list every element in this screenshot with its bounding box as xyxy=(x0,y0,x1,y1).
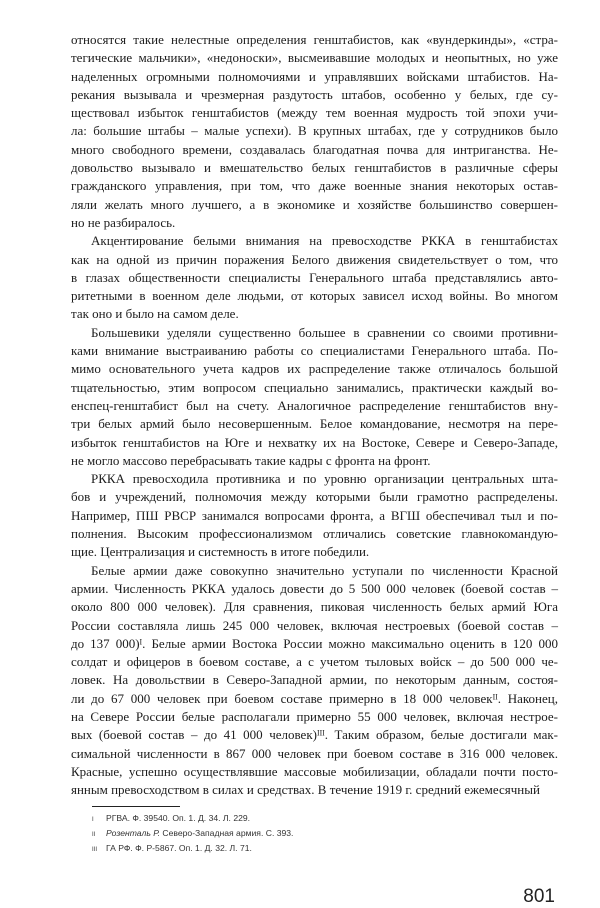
text-line: не могло массово перебрасывать такие кадры с фронта на фронт. xyxy=(71,452,431,468)
text-line: ли до 67 000 человек при боевом составе примерно в 18 000 человекᴵᴵ. Наконец, xyxy=(71,690,558,706)
text-line: три белых армий было несовершенным. Белое командование, несмотря на пере- xyxy=(71,416,558,432)
text-line: но не разбиралось. xyxy=(71,214,176,230)
paragraph xyxy=(71,31,558,232)
footnote xyxy=(92,842,558,857)
footnote-mark: III xyxy=(92,846,98,853)
text-line: России составляла лишь 245 000 человек, включая нестроевых (боевой состав – xyxy=(71,617,558,633)
text-line: тегические мальчики», «недоноски», высмеивавшие молодых и неопытных, но уже xyxy=(71,50,558,66)
text-line: довольство вызывало и вмешательство белых генштабистов в различные сферы xyxy=(71,160,558,176)
text-line: ляли желать много лучшего, а в экономике и хозяйстве большинство совершен- xyxy=(71,196,558,212)
page-number: 801 xyxy=(523,886,555,908)
text-line: ритетными в военном деле людьми, от которых зависел исход войны. Во многом xyxy=(71,288,558,304)
footnote xyxy=(92,812,558,827)
text-line: Большевики уделяли существенно большее в сравнении со своими противни- xyxy=(91,324,558,340)
paragraph xyxy=(71,470,558,561)
text-line: янным превосходством в силах и средствах. В течение 1919 г. средний ежемесячный xyxy=(71,782,540,798)
text-line: ла: большие штабы – малые успехи). В крупных штабах, где у сотрудников было xyxy=(71,123,558,139)
footnote-divider xyxy=(92,806,180,807)
text-line: РККА превосходила противника и по уровню организации центральных шта- xyxy=(91,471,558,487)
footnote-mark: I xyxy=(92,817,94,824)
footnote-mark: II xyxy=(92,832,96,839)
text-line: Красные, успешно осуществлявшие массовые мобилизации, обладали почти посто- xyxy=(71,763,558,779)
text-line: полнения. Высоким профессионализмом отличались советские главнокомандую- xyxy=(71,526,558,542)
text-line: около 800 000 человек). Для сравнения, пиковая численность белых армий Юга xyxy=(71,599,558,615)
text-line: армии. Численность РККА удалось довести до 5 500 000 человек (боевой состав – xyxy=(71,580,558,596)
footnote-body xyxy=(106,827,293,840)
text-line: как на одной из причин поражения Белого движения свидетельствует о том, что xyxy=(71,251,558,267)
text-line: гражданского управления, при том, что даже военные знания некоторых остав- xyxy=(71,178,558,194)
text-line: относятся такие нелестные определения генштабистов, как «вундеркинды», «стра- xyxy=(71,32,558,47)
text-line: избыток генштабистов на Юге и нехватку их на Востоке, Севере и Северо-Западе, xyxy=(71,434,558,450)
text-line: солдат и офицеров в боевом составе, а с учетом тыловых войск – до 500 000 че- xyxy=(71,654,558,670)
footnote xyxy=(92,827,558,842)
text-line: на Севере России белые располагали примерно 55 000 человек, включая нестрое- xyxy=(71,708,558,724)
text-line: наделенных огромными полномочиями и управлявших войсками штабистов. На- xyxy=(71,68,558,84)
page xyxy=(71,31,558,908)
text-line: ками внимание выстраиванию работы со специалистами Генерального штаба. По- xyxy=(71,343,558,359)
text-line: тщательностью, этим вопросом специально занимались, практически каждый во- xyxy=(71,379,558,395)
text-line: до 137 000)ᴵ. Белые армии Востока России можно максимально оценить в 120 000 xyxy=(71,635,558,651)
text-line: Например, ПШ РВСР занимался вопросами фронта, а ВГШ обеспечивал тыл и по- xyxy=(71,507,558,523)
text-line: енспец-генштабист был на счету. Аналогичное распределение генштабистов вну- xyxy=(71,397,558,413)
footnote-text: Северо-Западная армия. С. 393. xyxy=(160,828,294,839)
text-line: так оно и было на самом деле. xyxy=(71,306,239,322)
footnote-text: РГВА. Ф. 39540. Оп. 1. Д. 34. Л. 229. xyxy=(106,813,251,824)
text-line: щие. Централизация и системность в итоге победили. xyxy=(71,544,370,560)
paragraph xyxy=(71,562,558,800)
text-line: ществовал избыток генштабистов (между тем военная мудрость той эпохи учи- xyxy=(71,105,558,121)
paragraph xyxy=(71,232,558,323)
body-text xyxy=(71,31,558,799)
footnote-author: Розенталь Р. xyxy=(106,828,161,839)
footnote-body xyxy=(106,812,250,825)
text-line: много свободного времени, создавалась благодатная почва для интриганства. Не- xyxy=(71,141,558,157)
text-line: ловек. На довольствии в Северо-Западной армии, по некоторым данным, состоя- xyxy=(71,672,558,688)
paragraph xyxy=(71,324,558,470)
text-line: рекания вызывала и чрезмерная раздутость штабов, особенно у белых, где су- xyxy=(71,86,558,102)
text-line: симальной численности в 867 000 человек при боевом составе в 316 000 человек. xyxy=(71,745,558,761)
text-line: мимо основательного учета кадров их распределение также отличалось большой xyxy=(71,361,558,377)
text-line: вых (боевой состав – до 41 000 человек)ᴵᴵᴵ. Таким образом, белые достигали мак- xyxy=(71,727,558,743)
text-line: Белые армии даже совокупно значительно уступали по численности Красной xyxy=(91,562,558,578)
text-line: Акцентирование белыми внимания на превосходстве РККА в генштабистах xyxy=(91,233,558,249)
footnotes xyxy=(92,812,558,856)
footnote-text: ГА РФ. Ф. Р-5867. Оп. 1. Д. 32. Л. 71. xyxy=(106,842,252,853)
text-line: в глазах общественности специалисты Генерального штаба представлялись авто- xyxy=(71,269,558,285)
text-line: бов и учреждений, полномочия между которыми были грамотно распределены. xyxy=(71,489,558,505)
